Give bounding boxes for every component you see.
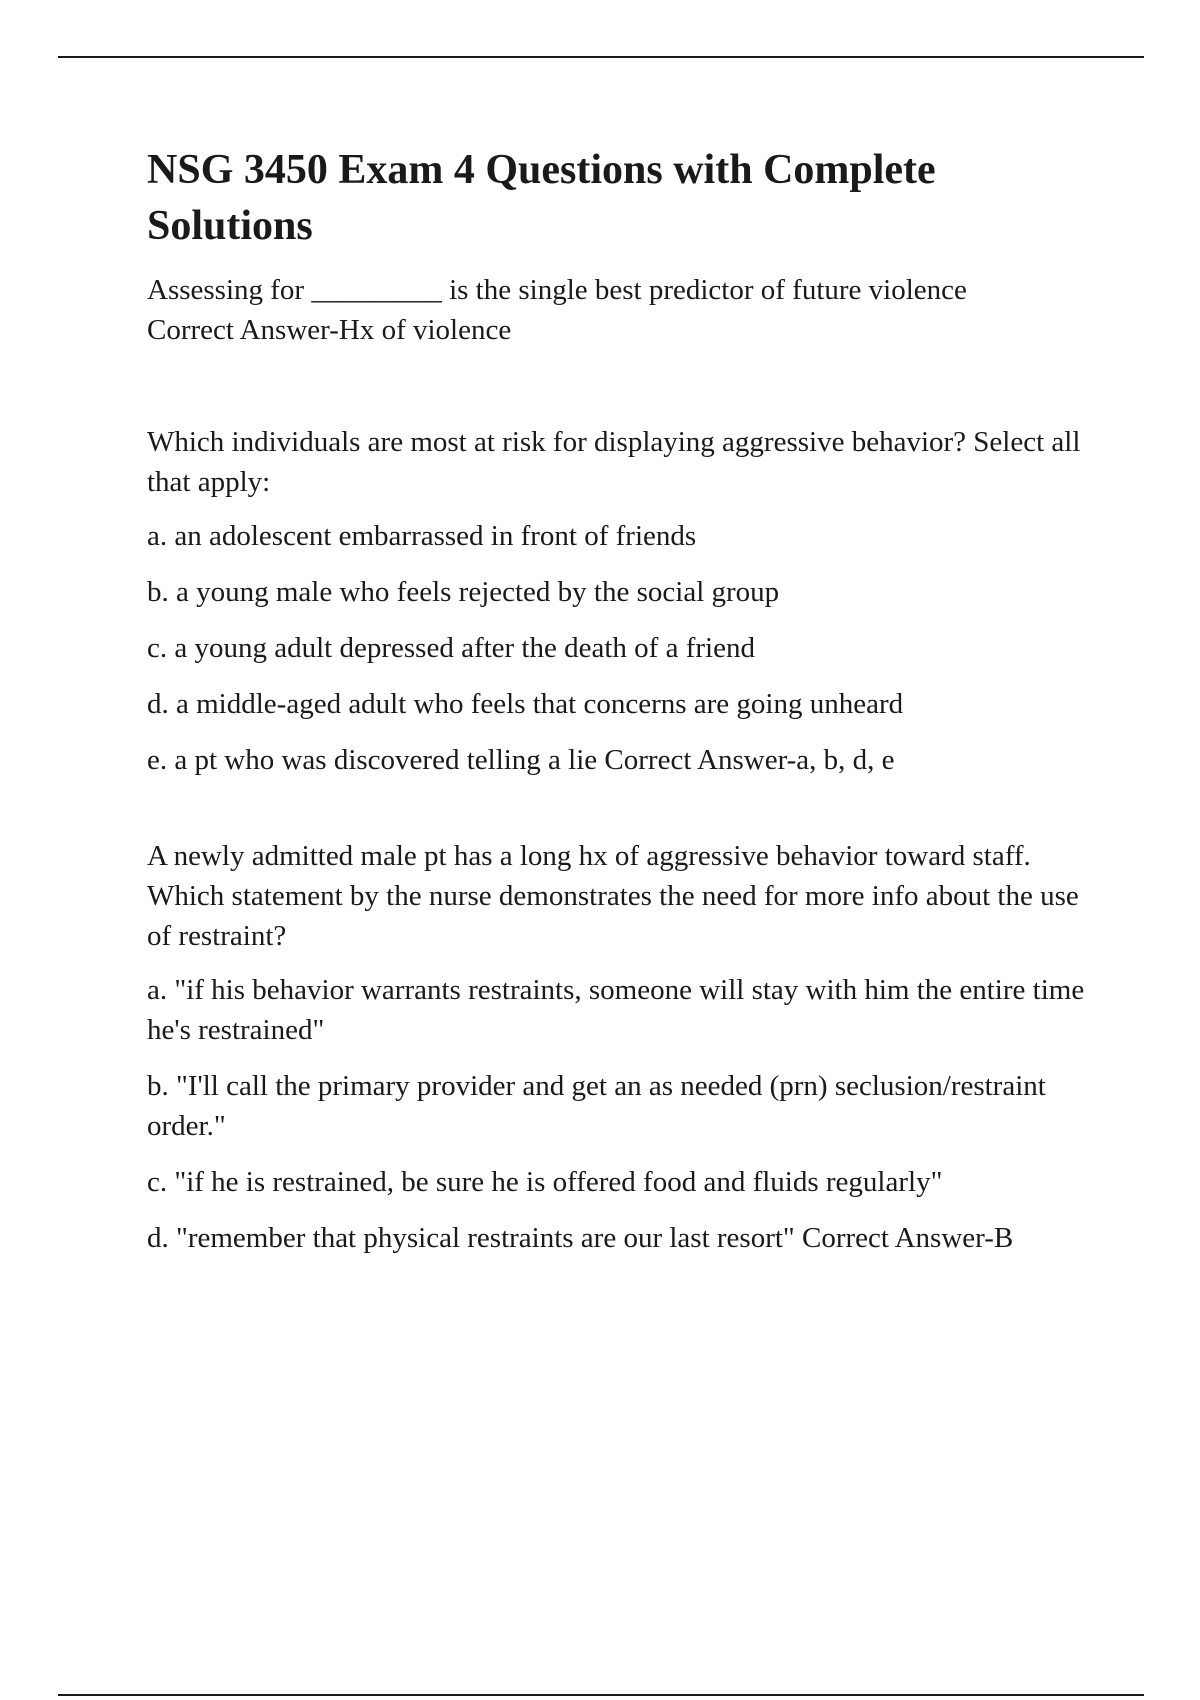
question-2 xyxy=(147,422,1097,780)
question-3 xyxy=(147,836,1097,1258)
document-title: NSG 3450 Exam 4 Questions with Complete Solutions xyxy=(147,147,936,249)
document-body xyxy=(147,142,1097,1274)
question-2-option-e: e. a pt who was discovered telling a lie Correct Answer-a, b, d, e xyxy=(147,744,895,776)
question-3-option-a: a. "if his behavior warrants restraints, someone will stay with him the entire time he's restrained" xyxy=(147,974,1085,1046)
question-1 xyxy=(147,270,1097,350)
correct-answer: Correct Answer-Hx of violence xyxy=(147,314,512,346)
question-2-option-b: b. a young male who feels rejected by the social group xyxy=(147,576,780,608)
question-2-option-d: d. a middle-aged adult who feels that concerns are going unheard xyxy=(147,688,904,720)
question-1-stem xyxy=(147,270,1097,350)
question-3-stem: A newly admitted male pt has a long hx of aggressive behavior toward staff. Which statement by the nurse demonstrates the need for more info about the use of restraint? xyxy=(147,840,1079,952)
question-2-stem: Which individuals are most at risk for displaying aggressive behavior? Select all that apply: xyxy=(147,426,1081,498)
bottom-divider xyxy=(58,1694,1144,1696)
question-3-option-b: b. "I'll call the primary provider and get an as needed (prn) seclusion/restraint order." xyxy=(147,1070,1046,1142)
question-stem-text: Assessing for _________ is the single best predictor of future violence xyxy=(147,274,967,306)
top-divider xyxy=(58,56,1144,58)
question-3-option-d: d. "remember that physical restraints are our last resort" Correct Answer-B xyxy=(147,1222,1014,1254)
question-3-option-c: c. "if he is restrained, be sure he is offered food and fluids regularly" xyxy=(147,1166,943,1198)
question-2-option-c: c. a young adult depressed after the death of a friend xyxy=(147,632,755,664)
question-2-option-a: a. an adolescent embarrassed in front of friends xyxy=(147,520,697,552)
